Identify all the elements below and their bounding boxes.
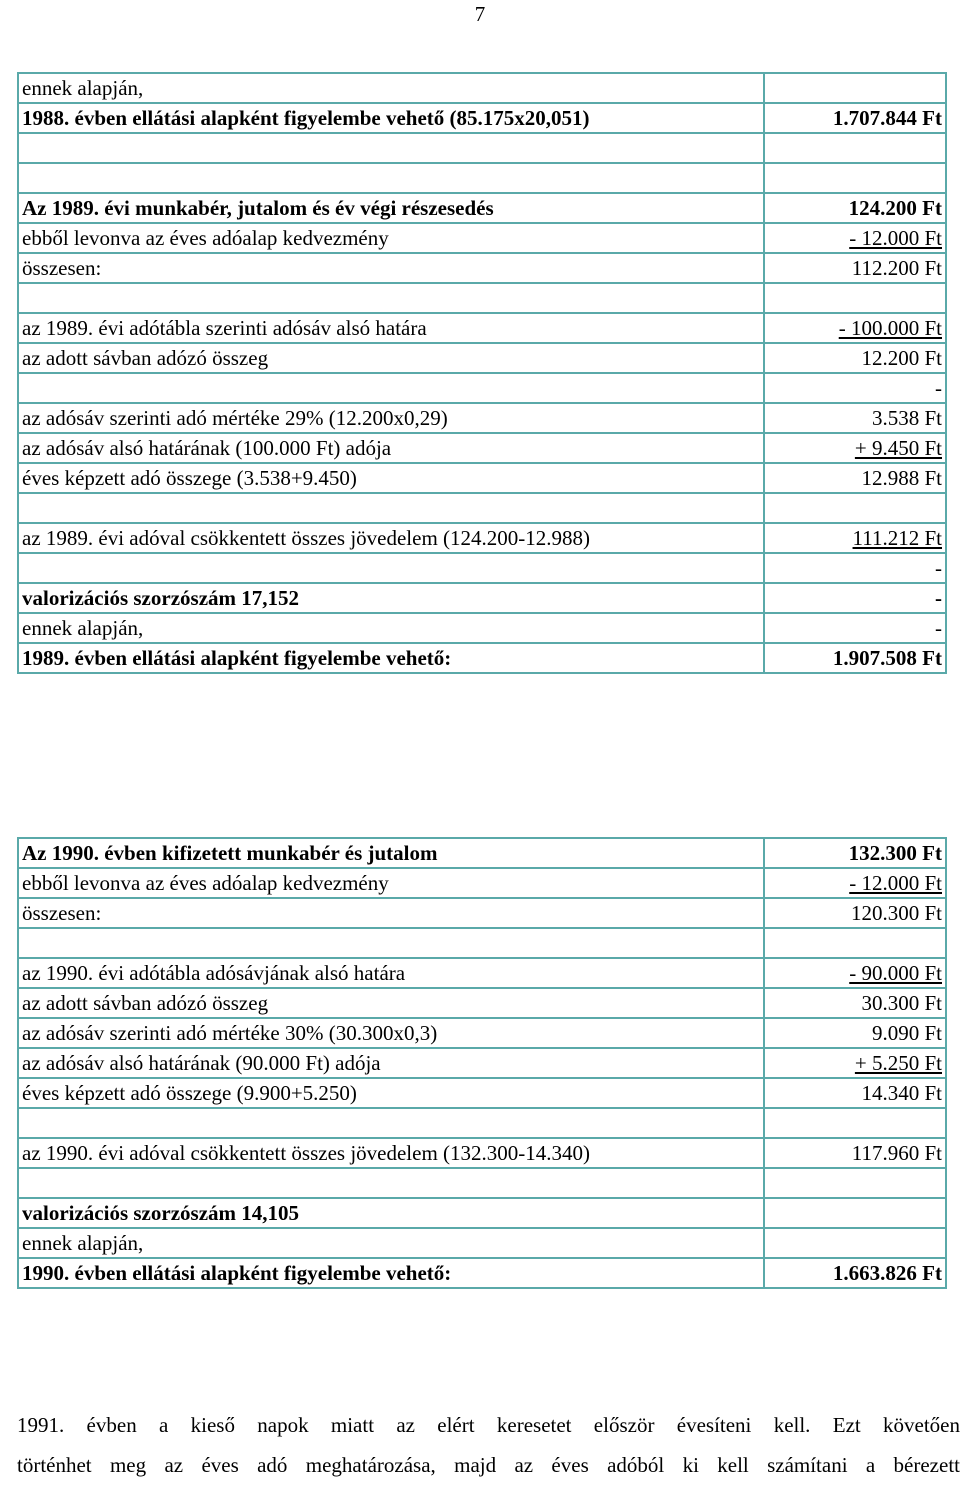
- amount-value: - 100.000 Ft: [838, 316, 942, 340]
- row-label: az adott sávban adózó összeg: [18, 343, 764, 373]
- row-label: [18, 1108, 764, 1138]
- table-row: [18, 1228, 946, 1258]
- row-amount: [764, 193, 946, 223]
- table-row: [18, 1258, 946, 1288]
- amount-value: - 12.000 Ft: [849, 871, 942, 895]
- table-body: [18, 73, 946, 673]
- amount-value: -: [935, 556, 942, 580]
- amount-value: -: [935, 586, 942, 610]
- row-amount: [764, 838, 946, 868]
- amount-value: 124.200 Ft: [848, 196, 942, 220]
- table-row: [18, 928, 946, 958]
- row-label: összesen:: [18, 253, 764, 283]
- table-row: [18, 253, 946, 283]
- table-row: [18, 838, 946, 868]
- amount-value: -: [935, 376, 942, 400]
- row-label: [18, 283, 764, 313]
- table-row: [18, 463, 946, 493]
- calculation-table-1990: [17, 837, 947, 1289]
- row-amount: [764, 373, 946, 403]
- amount-value: 3.538 Ft: [871, 406, 942, 430]
- table-row: [18, 343, 946, 373]
- row-amount: [764, 553, 946, 583]
- row-amount: [764, 313, 946, 343]
- amount-value: 12.988 Ft: [861, 466, 942, 490]
- table-row: [18, 433, 946, 463]
- row-label: az adott sávban adózó összeg: [18, 988, 764, 1018]
- amount-value: + 9.450 Ft: [854, 436, 942, 460]
- row-amount: [764, 868, 946, 898]
- table-row: [18, 1018, 946, 1048]
- row-label: ebből levonva az éves adóalap kedvezmény: [18, 868, 764, 898]
- amount-value: 14.340 Ft: [861, 1081, 942, 1105]
- row-amount: [764, 1138, 946, 1168]
- row-amount: [764, 163, 946, 193]
- row-amount: [764, 73, 946, 103]
- amount-value: 1.707.844 Ft: [832, 106, 942, 130]
- row-label: az 1989. évi adótábla szerinti adósáv alsó határa: [18, 313, 764, 343]
- amount-value: 9.090 Ft: [871, 1021, 942, 1045]
- row-label: [18, 163, 764, 193]
- table-row: [18, 583, 946, 613]
- row-amount: [764, 103, 946, 133]
- row-label: [18, 373, 764, 403]
- row-label: valorizációs szorzószám 17,152: [18, 583, 764, 613]
- table-row: [18, 493, 946, 523]
- row-amount: [764, 928, 946, 958]
- paragraph-line: 1991. évben a kieső napok miatt az elért keresetet először évesíteni kell. Ezt követően: [17, 1413, 960, 1437]
- table-row: [18, 403, 946, 433]
- table-row: [18, 373, 946, 403]
- row-label: [18, 133, 764, 163]
- amount-value: 112.200 Ft: [851, 256, 942, 280]
- amount-value: 120.300 Ft: [850, 901, 942, 925]
- table-row: [18, 313, 946, 343]
- row-amount: [764, 643, 946, 673]
- row-label: ennek alapján,: [18, 1228, 764, 1258]
- table-row: [18, 163, 946, 193]
- table-row: [18, 553, 946, 583]
- table-row: [18, 523, 946, 553]
- amount-value: 12.200 Ft: [861, 346, 942, 370]
- row-amount: [764, 1258, 946, 1288]
- table-row: [18, 1138, 946, 1168]
- table-row: [18, 613, 946, 643]
- table-row: [18, 283, 946, 313]
- row-label: ennek alapján,: [18, 73, 764, 103]
- row-amount: [764, 343, 946, 373]
- row-label: az adósáv szerinti adó mértéke 30% (30.300x0,3): [18, 1018, 764, 1048]
- row-amount: [764, 493, 946, 523]
- row-amount: [764, 253, 946, 283]
- row-label: valorizációs szorzószám 14,105: [18, 1198, 764, 1228]
- table-row: [18, 958, 946, 988]
- row-label: 1989. évben ellátási alapként figyelembe vehető:: [18, 643, 764, 673]
- row-label: összesen:: [18, 898, 764, 928]
- row-amount: [764, 283, 946, 313]
- table-row: [18, 133, 946, 163]
- row-label: [18, 928, 764, 958]
- row-amount: [764, 1018, 946, 1048]
- calculation-table-1988-1989: [17, 72, 947, 674]
- amount-value: 1.663.826 Ft: [832, 1261, 942, 1285]
- row-amount: [764, 1078, 946, 1108]
- table-row: [18, 1198, 946, 1228]
- table-body: [18, 838, 946, 1288]
- row-label: az 1990. évi adótábla adósávjának alsó határa: [18, 958, 764, 988]
- row-label: [18, 553, 764, 583]
- row-label: az 1989. évi adóval csökkentett összes jövedelem (124.200-12.988): [18, 523, 764, 553]
- row-amount: [764, 1168, 946, 1198]
- row-amount: [764, 583, 946, 613]
- row-label: Az 1990. évben kifizetett munkabér és jutalom: [18, 838, 764, 868]
- amount-value: + 5.250 Ft: [854, 1051, 942, 1075]
- row-label: Az 1989. évi munkabér, jutalom és év végi részesedés: [18, 193, 764, 223]
- row-label: 1988. évben ellátási alapként figyelembe vehető (85.175x20,051): [18, 103, 764, 133]
- row-amount: [764, 1198, 946, 1228]
- table-row: [18, 1048, 946, 1078]
- row-label: [18, 493, 764, 523]
- row-label: az 1990. évi adóval csökkentett összes jövedelem (132.300-14.340): [18, 1138, 764, 1168]
- amount-value: 117.960 Ft: [851, 1141, 942, 1165]
- amount-value: -: [935, 616, 942, 640]
- amount-value: - 90.000 Ft: [849, 961, 942, 985]
- table-row: [18, 898, 946, 928]
- row-label: 1990. évben ellátási alapként figyelembe vehető:: [18, 1258, 764, 1288]
- row-amount: [764, 1048, 946, 1078]
- page-number: 7: [474, 2, 486, 26]
- table-row: [18, 1168, 946, 1198]
- row-label: ennek alapján,: [18, 613, 764, 643]
- row-amount: [764, 463, 946, 493]
- row-amount: [764, 223, 946, 253]
- row-amount: [764, 1108, 946, 1138]
- row-label: éves képzett adó összege (9.900+5.250): [18, 1078, 764, 1108]
- row-label: az adósáv szerinti adó mértéke 29% (12.200x0,29): [18, 403, 764, 433]
- table-row: [18, 868, 946, 898]
- table-row: [18, 103, 946, 133]
- row-amount: [764, 898, 946, 928]
- row-amount: [764, 958, 946, 988]
- table-row: [18, 193, 946, 223]
- row-amount: [764, 613, 946, 643]
- table-row: [18, 223, 946, 253]
- row-amount: [764, 433, 946, 463]
- row-amount: [764, 988, 946, 1018]
- row-label: az adósáv alsó határának (90.000 Ft) adója: [18, 1048, 764, 1078]
- amount-value: 30.300 Ft: [861, 991, 942, 1015]
- row-label: ebből levonva az éves adóalap kedvezmény: [18, 223, 764, 253]
- row-amount: [764, 523, 946, 553]
- table-row: [18, 988, 946, 1018]
- row-label: [18, 1168, 764, 1198]
- amount-value: 132.300 Ft: [848, 841, 942, 865]
- amount-value: - 12.000 Ft: [849, 226, 942, 250]
- table-row: [18, 643, 946, 673]
- table-row: [18, 1108, 946, 1138]
- row-amount: [764, 133, 946, 163]
- table-row: [18, 73, 946, 103]
- row-amount: [764, 1228, 946, 1258]
- row-label: éves képzett adó összege (3.538+9.450): [18, 463, 764, 493]
- row-label: az adósáv alsó határának (100.000 Ft) adója: [18, 433, 764, 463]
- paragraph-line: történhet meg az éves adó meghatározása, majd az éves adóból ki kell számítani a bérezett: [17, 1453, 960, 1477]
- table-row: [18, 1078, 946, 1108]
- row-amount: [764, 403, 946, 433]
- amount-value: 1.907.508 Ft: [832, 646, 942, 670]
- amount-value: 111.212 Ft: [852, 526, 942, 550]
